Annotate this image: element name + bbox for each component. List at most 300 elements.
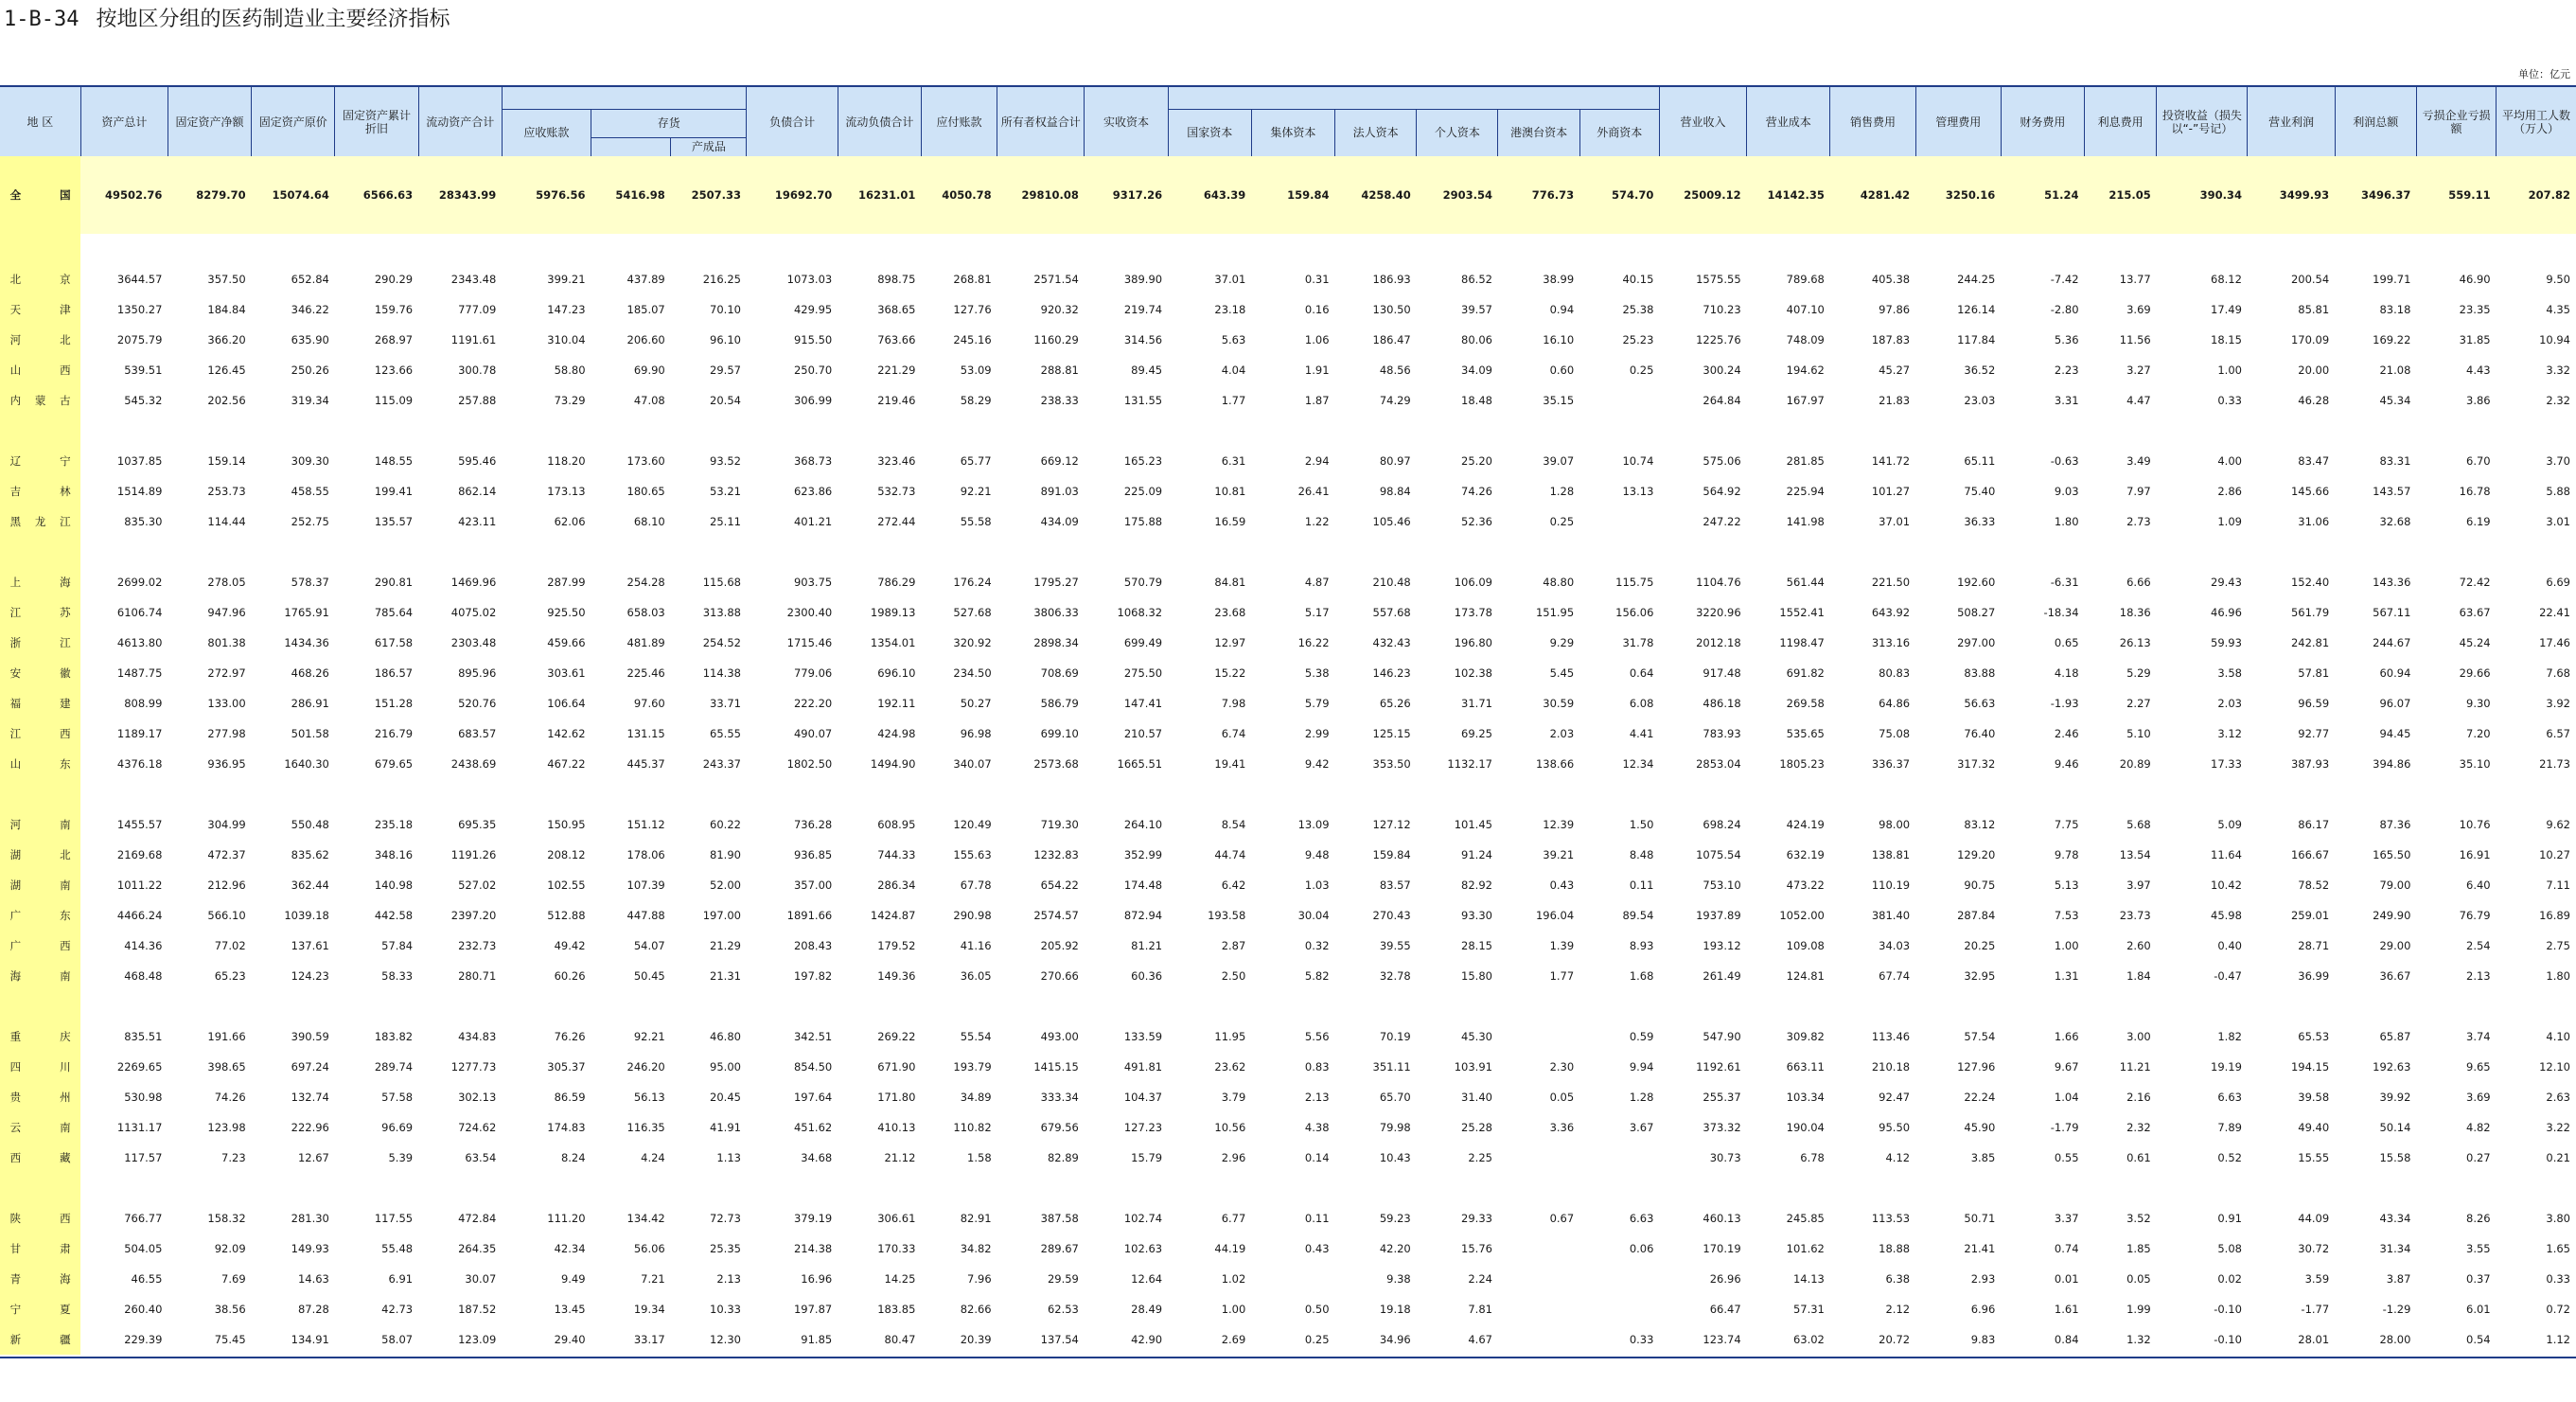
value-cell: 152.40	[2290, 576, 2330, 589]
value-cell: 176.24	[953, 576, 992, 589]
value-cell: 3.31	[2054, 394, 2079, 407]
value-cell: 21.29	[710, 939, 741, 952]
value-cell: 82.91	[960, 1212, 992, 1225]
value-cell: 5.82	[1304, 969, 1330, 983]
value-cell: 854.50	[793, 1060, 833, 1074]
value-cell: 679.56	[1040, 1121, 1079, 1134]
value-cell: 46.28	[2298, 394, 2330, 407]
value-cell: 29810.08	[997, 156, 1085, 234]
value-cell: 30.73	[1709, 1151, 1741, 1164]
value-cell: 557.68	[1372, 606, 1411, 619]
value-cell: 0.33	[1629, 1333, 1654, 1346]
value-cell: 101.62	[1786, 1242, 1825, 1255]
value-cell	[1498, 1233, 1579, 1264]
table-row	[0, 809, 2576, 840]
value-cell: 101.45	[1454, 818, 1492, 831]
region-name: 山西	[9, 364, 71, 377]
value-cell: 18.88	[1879, 1242, 1911, 1255]
value-cell: 48.56	[1379, 364, 1411, 377]
value-cell: 21.41	[1964, 1242, 1996, 1255]
value-cell: 9.78	[2054, 848, 2079, 861]
value-cell: 167.97	[1786, 394, 1825, 407]
value-cell: 281.85	[1786, 454, 1825, 468]
value-cell: 1104.76	[1696, 576, 1741, 589]
value-cell: 20.25	[1964, 939, 1996, 952]
value-cell: 16.22	[1297, 636, 1330, 649]
value-cell: 50.14	[2379, 1121, 2411, 1134]
value-cell: 120.49	[953, 818, 992, 831]
value-cell: 0.16	[1304, 303, 1330, 316]
value-cell: 52.36	[1461, 515, 1492, 528]
header-state-cap: 国家资本	[1168, 109, 1251, 156]
value-cell: 36.05	[960, 969, 992, 983]
value-cell: 1.68	[1629, 969, 1654, 983]
value-cell: 290.98	[953, 909, 992, 922]
region-cell	[0, 325, 80, 355]
value-cell: 175.88	[1123, 515, 1163, 528]
value-cell: 468.48	[124, 969, 163, 983]
value-cell: 32.68	[2379, 515, 2411, 528]
value-cell: 1.66	[2054, 1030, 2079, 1043]
value-cell: 290.29	[374, 273, 414, 286]
region-name: 湖北	[9, 848, 71, 861]
value-cell: 97.60	[633, 697, 665, 710]
value-cell	[1498, 1264, 1579, 1294]
value-cell: 7.69	[221, 1272, 246, 1286]
value-cell: 110.82	[953, 1121, 992, 1134]
value-cell: 49.42	[554, 939, 586, 952]
value-cell: 468.26	[291, 666, 329, 680]
value-cell: 25.28	[1461, 1121, 1492, 1134]
value-cell: 270.43	[1372, 909, 1411, 922]
value-cell: 45.90	[1964, 1121, 1996, 1134]
value-cell: 22.41	[2539, 606, 2570, 619]
value-cell: 9.30	[2466, 697, 2491, 710]
region-cell	[0, 749, 80, 779]
value-cell: 19.34	[633, 1303, 665, 1316]
value-cell: 3.80	[2546, 1212, 2570, 1225]
value-cell: 623.86	[793, 485, 833, 498]
value-cell: 206.60	[626, 333, 665, 346]
region-cell	[0, 1112, 80, 1143]
value-cell: 501.58	[291, 727, 329, 740]
value-cell: 42.34	[554, 1242, 586, 1255]
value-cell: 481.89	[626, 636, 665, 649]
value-cell: 0.52	[2217, 1151, 2242, 1164]
value-cell: 19.41	[1214, 757, 1246, 771]
value-cell: 12.64	[1131, 1272, 1163, 1286]
value-cell: 190.04	[1786, 1121, 1825, 1134]
value-cell: 6.63	[2217, 1091, 2242, 1104]
value-cell: 147.41	[1123, 697, 1163, 710]
value-cell: 530.98	[124, 1091, 163, 1104]
value-cell: 82.66	[960, 1303, 992, 1316]
value-cell: 547.90	[1703, 1030, 1741, 1043]
value-cell: 695.35	[458, 818, 497, 831]
value-cell: 1.99	[2126, 1303, 2151, 1316]
value-cell: 2.27	[2126, 697, 2151, 710]
value-cell: 151.95	[1535, 606, 1575, 619]
value-cell: 0.61	[2126, 1151, 2151, 1164]
value-cell: 59.93	[2211, 636, 2242, 649]
region-name: 北京	[9, 273, 71, 286]
value-cell: 2.93	[1970, 1272, 1996, 1286]
header-op-profit: 营业利润	[2248, 86, 2335, 156]
value-cell: 259.01	[2290, 909, 2330, 922]
value-cell: 1160.29	[1033, 333, 1079, 346]
value-cell: 520.76	[458, 697, 497, 710]
value-cell: 473.22	[1786, 878, 1825, 892]
value-cell: 947.96	[207, 606, 246, 619]
value-cell: 86.17	[2298, 818, 2330, 831]
spacer-row	[0, 779, 2576, 809]
value-cell: 663.11	[1786, 1060, 1825, 1074]
value-cell: 10.27	[2539, 848, 2570, 861]
value-cell: 532.73	[877, 485, 916, 498]
value-cell: 2269.65	[116, 1060, 163, 1074]
value-cell: 0.14	[1304, 1151, 1330, 1164]
value-cell: 574.70	[1579, 156, 1659, 234]
value-cell: 801.38	[207, 636, 246, 649]
value-cell: 0.64	[1629, 666, 1654, 680]
value-cell: 0.02	[2217, 1272, 2242, 1286]
value-cell: 253.73	[207, 485, 246, 498]
value-cell: 1434.36	[284, 636, 329, 649]
region-cell	[0, 1203, 80, 1233]
value-cell: 7.20	[2466, 727, 2491, 740]
value-cell: 309.30	[291, 454, 329, 468]
value-cell: 561.44	[1786, 576, 1825, 589]
value-cell: 744.33	[877, 848, 916, 861]
value-cell: 20.39	[960, 1333, 992, 1346]
value-cell: 2.03	[2217, 697, 2242, 710]
value-cell: 37.01	[1214, 273, 1246, 286]
value-cell: 115.68	[702, 576, 741, 589]
value-cell: 2.63	[2546, 1091, 2570, 1104]
value-cell: 159.84	[1372, 848, 1411, 861]
value-cell: 777.09	[458, 303, 497, 316]
value-cell: 170.19	[1703, 1242, 1741, 1255]
value-cell: 1891.66	[786, 909, 833, 922]
value-cell: 10.56	[1214, 1121, 1246, 1134]
value-cell: 173.60	[626, 454, 665, 468]
header-personal-cap: 个人资本	[1417, 109, 1498, 156]
value-cell: 50.71	[1964, 1212, 1996, 1225]
value-cell: 2169.68	[116, 848, 163, 861]
header-fin-exp: 财务费用	[2001, 86, 2084, 156]
value-cell: 70.19	[1379, 1030, 1411, 1043]
value-cell: 5.09	[2217, 818, 2242, 831]
spacer-cell	[80, 1173, 2576, 1203]
page-title	[4, 3, 450, 32]
value-cell: 459.66	[547, 636, 586, 649]
region-name: 吉林	[9, 485, 71, 498]
value-cell: 155.63	[953, 848, 992, 861]
value-cell: 808.99	[124, 697, 163, 710]
bottom-rule	[0, 1357, 2576, 1358]
value-cell: 566.10	[207, 909, 246, 922]
value-cell: 69.90	[633, 364, 665, 377]
value-cell: 9.49	[560, 1272, 586, 1286]
spacer-cell	[80, 991, 2576, 1021]
value-cell: 447.88	[626, 909, 665, 922]
value-cell: 1.13	[716, 1151, 741, 1164]
value-cell: 16.91	[2459, 848, 2491, 861]
value-cell: 138.66	[1535, 757, 1575, 771]
value-cell: 2.87	[1221, 939, 1246, 952]
value-cell: 76.26	[554, 1030, 586, 1043]
value-cell: 39.21	[1543, 848, 1575, 861]
value-cell: 306.61	[877, 1212, 916, 1225]
value-cell: 1514.89	[116, 485, 163, 498]
value-cell: 29.66	[2459, 666, 2491, 680]
value-cell: 5.88	[2546, 485, 2570, 498]
value-cell: 109.08	[1786, 939, 1825, 952]
value-cell: 17.33	[2211, 757, 2242, 771]
value-cell: 0.55	[2054, 1151, 2079, 1164]
value-cell: 862.14	[458, 485, 497, 498]
value-cell: 872.94	[1123, 909, 1163, 922]
value-cell: 221.50	[1871, 576, 1911, 589]
value-cell: 58.33	[381, 969, 414, 983]
value-cell: 23.35	[2459, 303, 2491, 316]
value-cell: 313.88	[702, 606, 741, 619]
value-cell: 214.38	[793, 1242, 833, 1255]
value-cell: 314.56	[1123, 333, 1163, 346]
table-row	[0, 597, 2576, 628]
table-row	[0, 476, 2576, 506]
value-cell: 238.33	[1040, 394, 1079, 407]
value-cell: 7.89	[2217, 1121, 2242, 1134]
value-cell: 0.32	[1304, 939, 1330, 952]
value-cell: 83.57	[1379, 878, 1411, 892]
value-cell: 14.63	[297, 1272, 329, 1286]
value-cell: 23.18	[1214, 303, 1246, 316]
value-cell: 255.37	[1703, 1091, 1741, 1104]
value-cell: 7.11	[2546, 878, 2570, 892]
value-cell: 28.71	[2298, 939, 2330, 952]
value-cell: 18.36	[2119, 606, 2151, 619]
value-cell: 62.06	[554, 515, 586, 528]
value-cell: 460.13	[1703, 1212, 1741, 1225]
value-cell: 710.23	[1703, 303, 1741, 316]
value-cell: 270.66	[1040, 969, 1079, 983]
value-cell: 42.20	[1379, 1242, 1411, 1255]
value-cell: 10.81	[1214, 485, 1246, 498]
value-cell: 6.66	[2126, 576, 2151, 589]
region-name: 福建	[9, 697, 71, 710]
value-cell	[1498, 1294, 1579, 1324]
value-cell: 221.29	[877, 364, 916, 377]
value-cell: 50.45	[633, 969, 665, 983]
value-cell: 10.43	[1379, 1151, 1411, 1164]
value-cell: 545.32	[124, 394, 163, 407]
header-paid-in-sub	[1168, 86, 1659, 109]
value-cell: 1552.41	[1779, 606, 1825, 619]
value-cell: 212.96	[207, 878, 246, 892]
table-row	[0, 1203, 2576, 1233]
value-cell: 5.56	[1304, 1030, 1330, 1043]
value-cell: 3.86	[2466, 394, 2491, 407]
value-cell: 353.50	[1372, 757, 1411, 771]
value-cell: 30.59	[1543, 697, 1575, 710]
header-total-assets: 资产总计	[80, 86, 168, 156]
value-cell: 6.78	[1800, 1151, 1825, 1164]
region-cell	[0, 1021, 80, 1052]
value-cell: 116.35	[626, 1121, 665, 1134]
value-cell: 3.01	[2546, 515, 2570, 528]
value-cell: -7.42	[2050, 273, 2079, 286]
value-cell: 53.21	[710, 485, 741, 498]
value-cell: 320.92	[953, 636, 992, 649]
value-cell: 86.59	[554, 1091, 586, 1104]
value-cell: 33.71	[710, 697, 741, 710]
value-cell: 527.02	[458, 878, 497, 892]
value-cell: 17.46	[2539, 636, 2570, 649]
value-cell: 23.68	[1214, 606, 1246, 619]
header-sales-exp: 销售费用	[1830, 86, 1915, 156]
value-cell: 2303.48	[450, 636, 497, 649]
value-cell: 2.03	[1549, 727, 1575, 740]
value-cell: 8.24	[560, 1151, 586, 1164]
value-cell: 74.26	[1461, 485, 1492, 498]
value-cell: 3.52	[2126, 1212, 2151, 1225]
value-cell: 102.63	[1123, 1242, 1163, 1255]
value-cell: 779.06	[793, 666, 833, 680]
value-cell: 137.61	[291, 939, 329, 952]
value-cell: 508.27	[1957, 606, 1996, 619]
value-cell: 193.12	[1703, 939, 1741, 952]
value-cell: 1354.01	[870, 636, 916, 649]
value-cell: 49.40	[2298, 1121, 2330, 1134]
value-cell: 131.15	[626, 727, 665, 740]
value-cell: 280.71	[458, 969, 497, 983]
value-cell: 1.04	[2054, 1091, 2079, 1104]
value-cell: 3.87	[2386, 1272, 2411, 1286]
data-table-container	[0, 85, 2576, 1355]
value-cell: 96.10	[710, 333, 741, 346]
region-cell	[0, 476, 80, 506]
value-cell: 7.75	[2054, 818, 2079, 831]
value-cell: 9.29	[1549, 636, 1575, 649]
value-cell: 15.76	[1461, 1242, 1492, 1255]
value-cell: 117.55	[374, 1212, 414, 1225]
value-cell	[1498, 1143, 1579, 1173]
value-cell: 29.00	[2379, 939, 2411, 952]
header-interest: 利息费用	[2085, 86, 2157, 156]
value-cell: 9.65	[2466, 1060, 2491, 1074]
value-cell: 903.75	[793, 576, 833, 589]
value-cell: 6.38	[1885, 1272, 1911, 1286]
value-cell: 351.11	[1372, 1060, 1411, 1074]
region-name: 四川	[9, 1060, 71, 1074]
value-cell: 103.34	[1786, 1091, 1825, 1104]
table-row	[0, 385, 2576, 416]
value-cell: -6.31	[2050, 576, 2079, 589]
value-cell: 79.98	[1379, 1121, 1411, 1134]
value-cell: 133.00	[207, 697, 246, 710]
value-cell: 98.84	[1379, 485, 1411, 498]
region-name: 甘肃	[9, 1242, 71, 1255]
table-row	[0, 900, 2576, 931]
value-cell: 4.87	[1304, 576, 1330, 589]
region-name: 辽宁	[9, 454, 71, 468]
value-cell: 336.37	[1871, 757, 1911, 771]
value-cell: 141.72	[1871, 454, 1911, 468]
region-name: 陕西	[9, 1212, 71, 1225]
value-cell: 2.12	[1885, 1303, 1911, 1316]
value-cell: 2.30	[1549, 1060, 1575, 1074]
value-cell: 445.37	[626, 757, 665, 771]
value-cell: 3.69	[2126, 303, 2151, 316]
value-cell: 0.94	[1549, 303, 1575, 316]
value-cell: 34.68	[801, 1151, 833, 1164]
value-cell: 1715.46	[786, 636, 833, 649]
header-fixed-net: 固定资产净额	[168, 86, 251, 156]
value-cell: 13.09	[1297, 818, 1330, 831]
value-cell: 184.84	[207, 303, 246, 316]
value-cell: 140.98	[374, 878, 414, 892]
value-cell: 82.89	[1047, 1151, 1079, 1164]
value-cell: 2.46	[2054, 727, 2079, 740]
value-cell: 3.32	[2546, 364, 2570, 377]
value-cell: 15074.64	[252, 156, 335, 234]
value-cell: 250.26	[291, 364, 329, 377]
value-cell: 407.10	[1786, 303, 1825, 316]
value-cell: 30.04	[1297, 909, 1330, 922]
value-cell: 72.42	[2459, 576, 2491, 589]
value-cell: 493.00	[1040, 1030, 1079, 1043]
value-cell: 26.96	[1709, 1272, 1741, 1286]
value-cell: 6.19	[2466, 515, 2491, 528]
spacer-cell	[0, 234, 80, 264]
value-cell: 55.54	[960, 1030, 992, 1043]
value-cell: 9.62	[2546, 818, 2570, 831]
value-cell: 362.44	[291, 878, 329, 892]
value-cell: -0.10	[2214, 1303, 2242, 1316]
region-cell	[0, 506, 80, 537]
value-cell: 835.30	[124, 515, 163, 528]
value-cell: 222.20	[793, 697, 833, 710]
header-fixed-dep: 固定资产累计折旧	[335, 86, 418, 156]
value-cell: 1073.03	[786, 273, 833, 286]
value-cell: 249.90	[2373, 909, 2411, 922]
value-cell: 31.78	[1622, 636, 1654, 649]
value-cell: 0.11	[1304, 1212, 1330, 1225]
value-cell: 6.57	[2546, 727, 2570, 740]
value-cell: 0.27	[2466, 1151, 2491, 1164]
value-cell: 18.48	[1461, 394, 1492, 407]
value-cell: 193.79	[953, 1060, 992, 1074]
table-row	[0, 1112, 2576, 1143]
value-cell: 40.15	[1622, 273, 1654, 286]
header-cost: 营业成本	[1747, 86, 1830, 156]
value-cell: 6566.63	[335, 156, 418, 234]
value-cell: 2.54	[2466, 939, 2491, 952]
value-cell: 52.00	[710, 878, 741, 892]
value-cell: 2.96	[1221, 1151, 1246, 1164]
value-cell: 66.47	[1709, 1303, 1741, 1316]
region-name: 安徽	[9, 666, 71, 680]
value-cell: 346.22	[291, 303, 329, 316]
value-cell: 46.55	[131, 1272, 163, 1286]
value-cell: 268.81	[953, 273, 992, 286]
value-cell: 36.52	[1964, 364, 1996, 377]
value-cell: 1415.15	[1033, 1060, 1079, 1074]
value-cell: 96.59	[2298, 697, 2330, 710]
value-cell: 53.09	[960, 364, 992, 377]
value-cell: 2853.04	[1696, 757, 1741, 771]
